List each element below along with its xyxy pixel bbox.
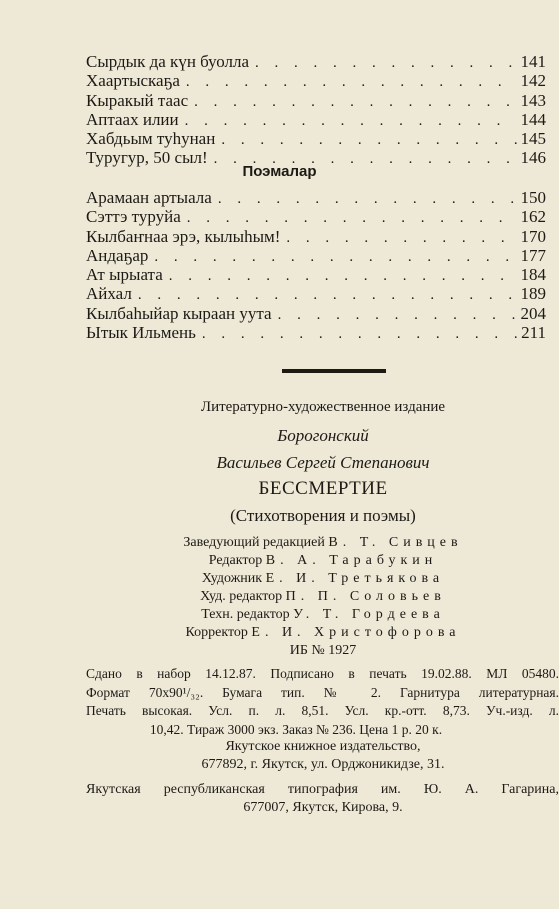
credit-role: Корректор	[185, 625, 248, 640]
credit-name: Е. И. Третьякова	[265, 571, 445, 586]
credit-name: У. Т. Гордеева	[293, 607, 445, 622]
credit-role: Техн. редактор	[201, 607, 290, 622]
toc-leader-dots	[286, 229, 516, 248]
print-details	[86, 665, 559, 739]
editorial-credits	[0, 534, 559, 642]
credit-name: В. А. Тарабукин	[265, 553, 438, 568]
toc-entry-page: 211	[521, 323, 546, 343]
toc-entry	[86, 284, 546, 303]
credit-line	[0, 570, 559, 588]
toc-entry-title: Ат ырыата	[86, 265, 163, 285]
toc-entry-title: Хаартыскаҕа	[86, 71, 180, 91]
printer-name: Якутская республиканская типография им. Ю. А. Гагарина,	[86, 782, 559, 797]
toc-entry-page: 144	[520, 109, 546, 129]
toc-entry	[86, 246, 546, 265]
toc-entry-title: Кылбаҥнаа эрэ, кылыһым!	[86, 226, 281, 246]
toc-leader-dots	[278, 306, 517, 325]
contents-list-long-poems	[86, 188, 546, 342]
credit-line	[0, 606, 559, 624]
toc-entry	[86, 227, 546, 246]
credit-line	[0, 552, 559, 570]
toc-entry	[86, 188, 546, 207]
toc-entry-title: Хабдьым туһунан	[86, 129, 216, 149]
toc-entry-title: Кылбаһыйар кыраан уута	[86, 303, 272, 323]
publisher-name: Якутское книжное издательство,	[225, 739, 421, 754]
toc-entry-title: Арамаан артыала	[86, 188, 212, 207]
credit-line	[0, 624, 559, 642]
toc-entry-page: 162	[520, 207, 546, 227]
toc-entry-page: 146	[520, 148, 546, 168]
toc-entry	[86, 207, 546, 226]
print-detail-line: Сдано в набор 14.12.87. Подписано в печать 19.02.88. МЛ 05480.	[86, 666, 559, 681]
print-detail-line: Печать высокая. Усл. п. л. 8,51. Усл. кр.-отт. 8,73. Уч.-изд. л.	[86, 703, 559, 718]
ornamental-divider	[282, 369, 386, 373]
toc-leader-dots	[194, 93, 516, 112]
toc-entry-page: 150	[520, 188, 546, 207]
toc-entry-page: 204	[520, 303, 546, 323]
toc-entry-title: Кыракый таас	[86, 90, 189, 110]
toc-entry	[86, 265, 546, 284]
credit-name: П. П. Соловьев	[285, 589, 446, 604]
author-pen-name: Борогонский	[277, 426, 369, 445]
edition-type: Литературно-художественное издание	[200, 399, 446, 415]
credit-name: Е. И. Христофорова	[251, 625, 461, 640]
contents-list-poems	[86, 52, 546, 168]
toc-entry-title: Айхал	[86, 284, 132, 304]
toc-leader-dots	[186, 73, 517, 92]
credit-role: Редактор	[208, 553, 263, 568]
toc-entry-page: 143	[520, 90, 546, 110]
toc-entry-title: Аптаах илии	[86, 109, 179, 129]
toc-leader-dots	[255, 54, 516, 73]
toc-entry	[86, 71, 546, 90]
toc-entry-page: 145	[520, 129, 546, 149]
toc-leader-dots	[218, 190, 517, 209]
section-heading: Поэмалар	[242, 163, 317, 180]
toc-entry-title: Сырдык да күн буолла	[86, 52, 250, 71]
credit-role: Заведующий редакцией	[183, 535, 325, 550]
toc-entry-title: Туругур, 50 сыл!	[86, 148, 208, 168]
toc-entry-title: Андаҕар	[86, 245, 149, 265]
print-detail-line: 10,42. Тираж 3000 экз. Заказ № 236. Цена 1 р. 20 к.	[149, 721, 443, 737]
credit-line	[0, 534, 559, 552]
toc-leader-dots	[221, 131, 516, 150]
toc-entry-title: Ытык Ильмень	[86, 323, 196, 343]
toc-entry	[86, 304, 546, 323]
author-full-name: Васильев Сергей Степанович	[216, 453, 430, 472]
toc-leader-dots	[202, 325, 517, 344]
toc-entry-page: 184	[520, 265, 546, 285]
toc-entry-page: 177	[520, 245, 546, 265]
credit-name: В. Т. Сивцев	[328, 535, 463, 550]
toc-entry	[86, 52, 546, 71]
toc-entry	[86, 91, 546, 110]
book-title: БЕССМЕРТИЕ	[258, 478, 388, 499]
toc-entry	[86, 129, 546, 148]
ib-number: ИБ № 1927	[289, 643, 357, 658]
toc-leader-dots	[185, 112, 517, 131]
publisher-address: 677892, г. Якутск, ул. Орджоникидзе, 31.	[201, 757, 445, 772]
toc-entry	[86, 323, 546, 342]
toc-entry	[86, 110, 546, 129]
credit-role: Худ. редактор	[200, 589, 283, 604]
toc-entry-page: 170	[520, 226, 546, 246]
print-detail-line: Формат 70х90¹/₃₂. Бумага тип. № 2. Гарнитура литературная.	[86, 684, 559, 700]
credit-line	[0, 588, 559, 606]
toc-leader-dots	[154, 248, 516, 267]
toc-entry-page: 142	[520, 71, 546, 91]
printer-address: 677007, Якутск, Кирова, 9.	[243, 800, 403, 815]
toc-entry-page: 141	[520, 52, 546, 71]
toc-entry-page: 189	[520, 284, 546, 304]
book-subtitle: (Стихотворения и поэмы)	[230, 506, 416, 525]
toc-leader-dots	[169, 267, 517, 286]
toc-entry-title: Сэттэ туруйа	[86, 207, 181, 227]
credit-role: Художник	[201, 571, 263, 586]
